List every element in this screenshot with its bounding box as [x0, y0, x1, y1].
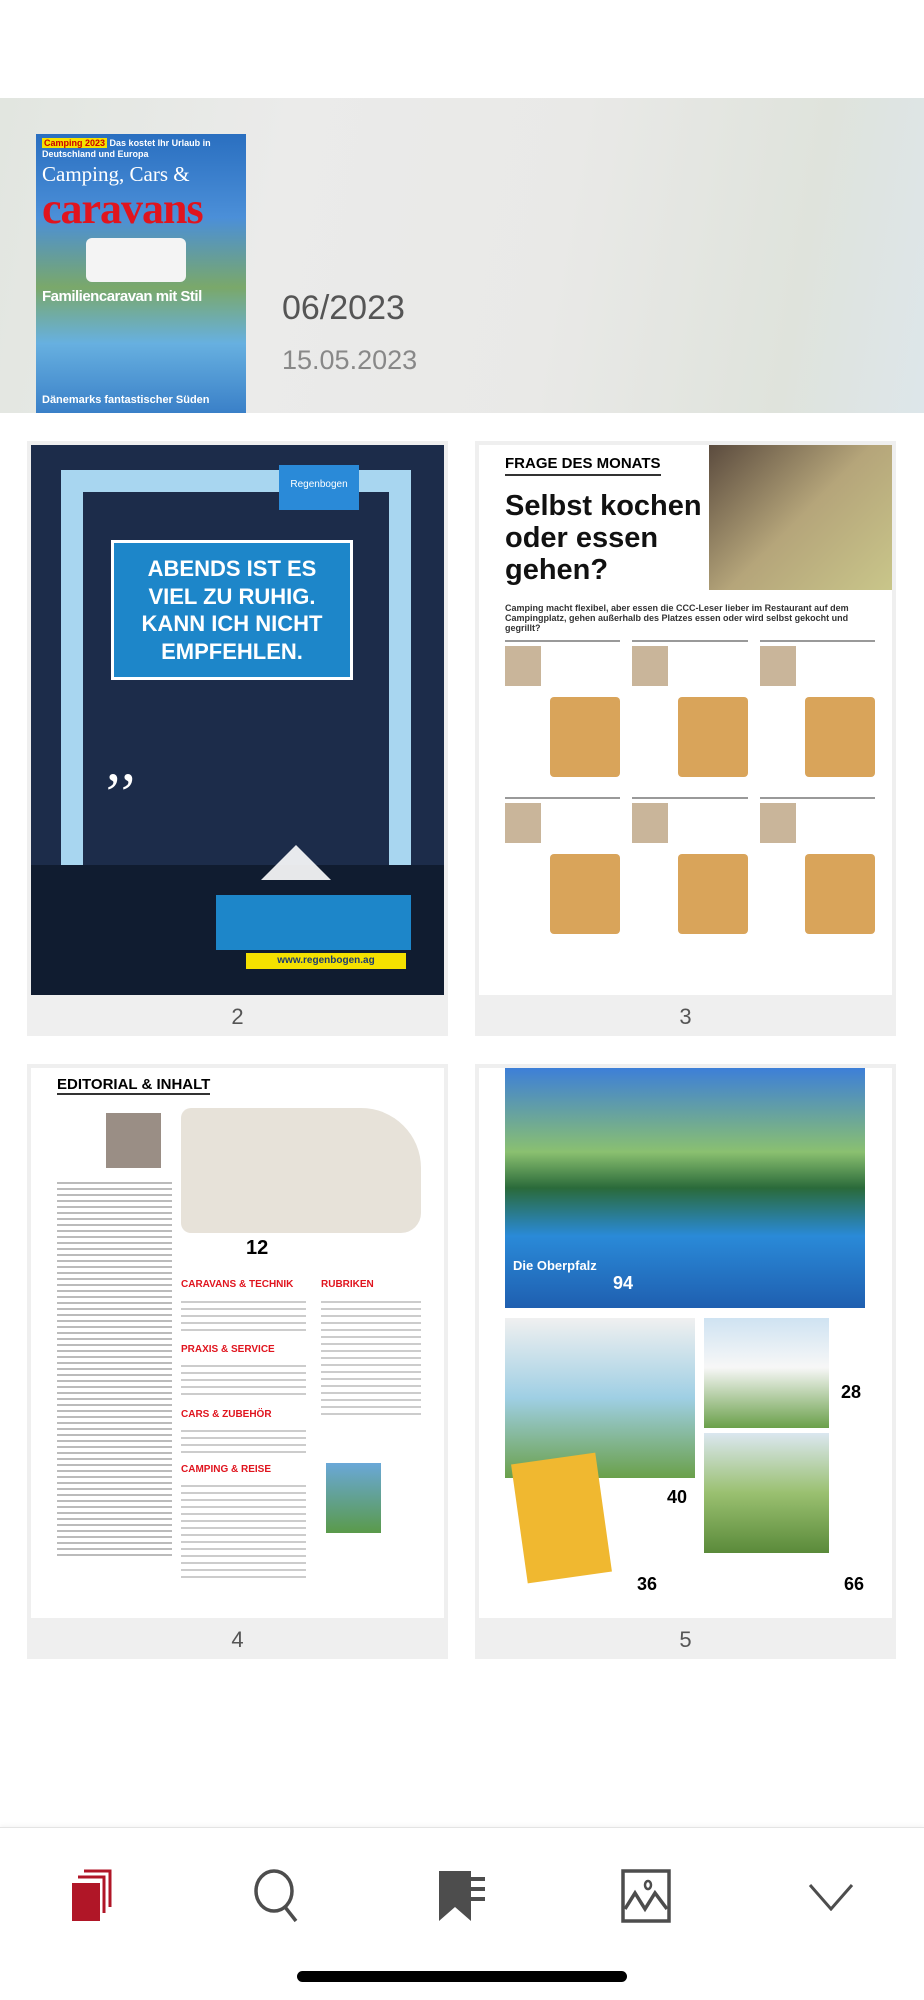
- issue-cover[interactable]: [36, 134, 246, 413]
- bookmarks-button[interactable]: [432, 1866, 492, 1926]
- editor-photo: [106, 1113, 161, 1168]
- page-number: 3: [679, 1004, 692, 1029]
- toc-section: CARS & ZUBEHÖR: [181, 1409, 272, 1420]
- ad-url: www.regenbogen.ag: [246, 953, 406, 969]
- toc-section: PRAXIS & SERVICE: [181, 1344, 275, 1355]
- caravan-image: [86, 238, 186, 282]
- quote-mark-icon: ,,: [106, 727, 136, 793]
- regenbogen-logo: Regenbogen: [279, 465, 359, 510]
- toc-section: CAMPING & REISE: [181, 1464, 272, 1475]
- page-thumbnail[interactable]: [475, 441, 896, 1036]
- page-ref: 28: [841, 1382, 862, 1402]
- caption-page: 94: [613, 1273, 634, 1293]
- ad-headline: ABENDS IST ES VIEL ZU RUHIG. KANN ICH NICHT EMPFEHLEN.: [111, 540, 353, 680]
- issue-header: [0, 98, 924, 413]
- gallery-button[interactable]: [616, 1866, 676, 1926]
- toc-section: RUBRIKEN: [321, 1279, 374, 1290]
- page-number: 5: [679, 1627, 692, 1652]
- page-thumbnail[interactable]: [27, 441, 448, 1036]
- page-number: 2: [231, 1004, 244, 1029]
- gallery-icon: [621, 1869, 671, 1923]
- section-tag: FRAGE DES MONATS: [505, 455, 661, 476]
- camping-photo: [709, 445, 892, 590]
- cover-banner-text: Das kostet Ihr Urlaub in Deutschland und Europa: [42, 138, 211, 159]
- search-icon: [252, 1869, 302, 1923]
- page-preview: [479, 445, 892, 995]
- page-preview: [479, 1068, 892, 1618]
- home-indicator[interactable]: [297, 1971, 627, 1982]
- oberpfalz-photo: [505, 1068, 865, 1308]
- cover-headline: Familiencaravan mit Stil: [42, 288, 202, 305]
- collapse-button[interactable]: [801, 1866, 861, 1926]
- page-thumbnail[interactable]: [27, 1064, 448, 1659]
- page-thumbnail[interactable]: [475, 1064, 896, 1659]
- page-ref: 40: [667, 1487, 688, 1507]
- collapse-icon: [806, 1881, 856, 1911]
- page-preview: [31, 445, 444, 995]
- cover-title: Camping, Cars &: [42, 162, 190, 186]
- cover-bottom: Dänemarks fantastischer Süden: [42, 394, 210, 406]
- article-lead: Camping macht flexibel, aber essen die CCC-Leser lieber im Restaurant auf dem Campingplatz, gehen außerhalb des Platzes essen oder wird selbst gekocht und gegrillt?: [505, 603, 849, 633]
- page-preview: [31, 1068, 444, 1618]
- bookmarks-icon: [437, 1869, 487, 1923]
- photo-caption: Die Oberpfalz: [513, 1258, 597, 1273]
- cover-brand: caravans: [42, 184, 203, 233]
- section-tag: EDITORIAL & INHALT: [57, 1076, 211, 1093]
- issues-button[interactable]: [62, 1866, 122, 1926]
- feature-page-number: 12: [246, 1237, 269, 1259]
- issue-date: 15.05.2023: [282, 345, 418, 375]
- issue-number: 06/2023: [282, 289, 405, 327]
- page-number: 4: [231, 1627, 244, 1652]
- toc-section: CARAVANS & TECHNIK: [181, 1279, 294, 1290]
- cover-banner-tag: Camping 2023: [44, 138, 106, 148]
- search-button[interactable]: [247, 1866, 307, 1926]
- issues-icon: [70, 1869, 114, 1923]
- caravan-cutaway-image: [181, 1108, 421, 1233]
- article-headline: Selbst kochen oder essen gehen?: [505, 490, 702, 586]
- page-ref: 36: [637, 1574, 658, 1594]
- page-ref: 66: [844, 1574, 865, 1594]
